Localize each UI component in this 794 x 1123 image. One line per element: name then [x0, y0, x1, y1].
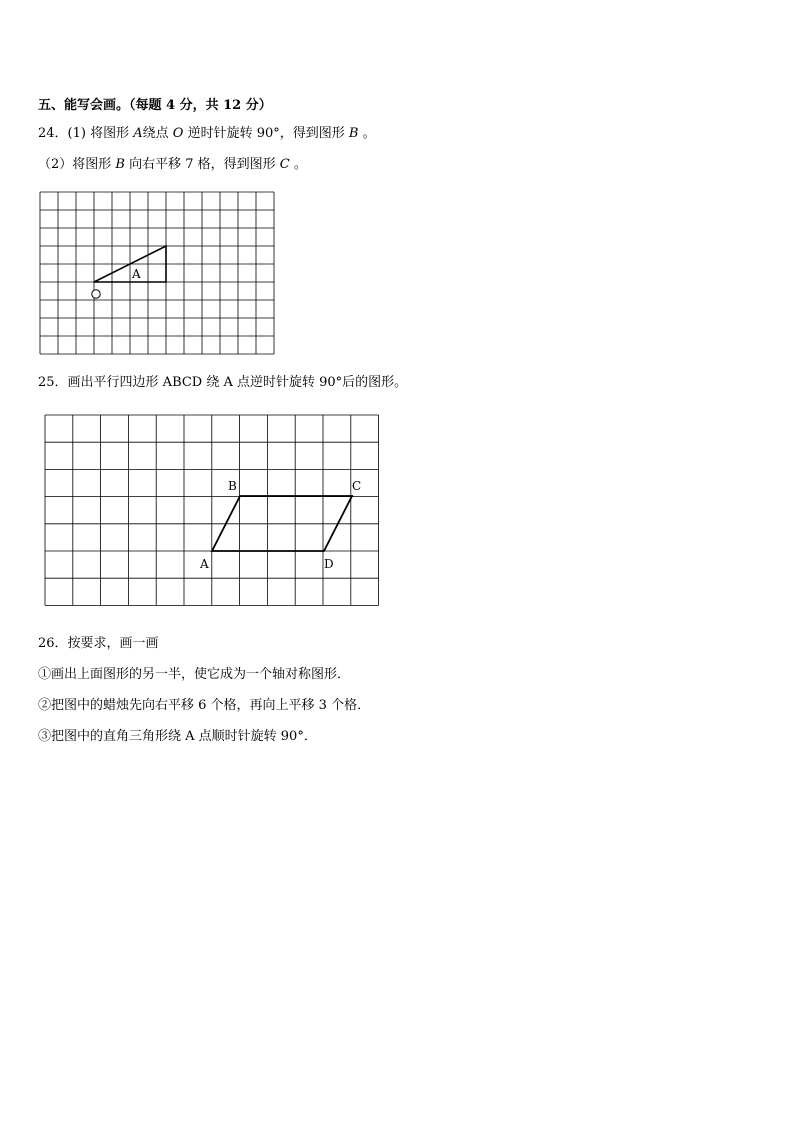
- q24-triangle-label: A: [132, 267, 141, 281]
- q25-label-a: A: [200, 557, 209, 571]
- q24-part2-prefix: （2）将图形: [38, 157, 116, 172]
- q24-point-o: O: [172, 126, 184, 141]
- q24-shape-b: B: [348, 126, 359, 141]
- q24-part2: [38, 156, 307, 174]
- q24-part2-mid: 向右平移 7 格，得到图形: [124, 157, 280, 172]
- q25-label-c: C: [352, 479, 362, 493]
- q26-item-3: ③把图中的直角三角形绕 A 点顺时针旋转 90°．: [38, 729, 317, 744]
- q24-part1-mid2: 逆时针旋转 90°，得到图形: [183, 126, 349, 141]
- q24-shape-c: C: [279, 157, 290, 172]
- q24-grid-lines: [40, 192, 274, 354]
- section-header: 五、能写会画。（每题 4 分，共 12 分）: [38, 98, 272, 113]
- q24-part1-suffix: 。: [358, 126, 376, 141]
- q24-part2-suffix: 。: [289, 157, 307, 172]
- q26-title: 26．按要求，画一画: [38, 636, 159, 651]
- q24-part1-mid1: 绕点: [142, 126, 173, 141]
- q25-label-b: B: [228, 479, 237, 493]
- q26-item-2: ②把图中的蜡烛先向右平移 6 个格，再向上平移 3 个格．: [38, 698, 371, 713]
- q25-text: 25．画出平行四边形 ABCD 绕 A 点逆时针旋转 90°后的图形。: [38, 375, 408, 390]
- q25-grid-figure: [45, 415, 379, 605]
- q24-part1-prefix: 24．(1) 将图形: [38, 126, 134, 141]
- q24-grid-figure: [40, 192, 274, 355]
- q26-item-1: ①画出上面图形的另一半，使它成为一个轴对称图形．: [38, 667, 351, 682]
- q25-grid-lines: [45, 415, 379, 605]
- q24-part2-shape-b: B: [115, 157, 125, 172]
- q24-point-o-marker: [92, 290, 100, 298]
- q25-label-d: D: [324, 557, 334, 571]
- q24-shape-a: A: [133, 126, 143, 141]
- q24-part1: [38, 125, 376, 143]
